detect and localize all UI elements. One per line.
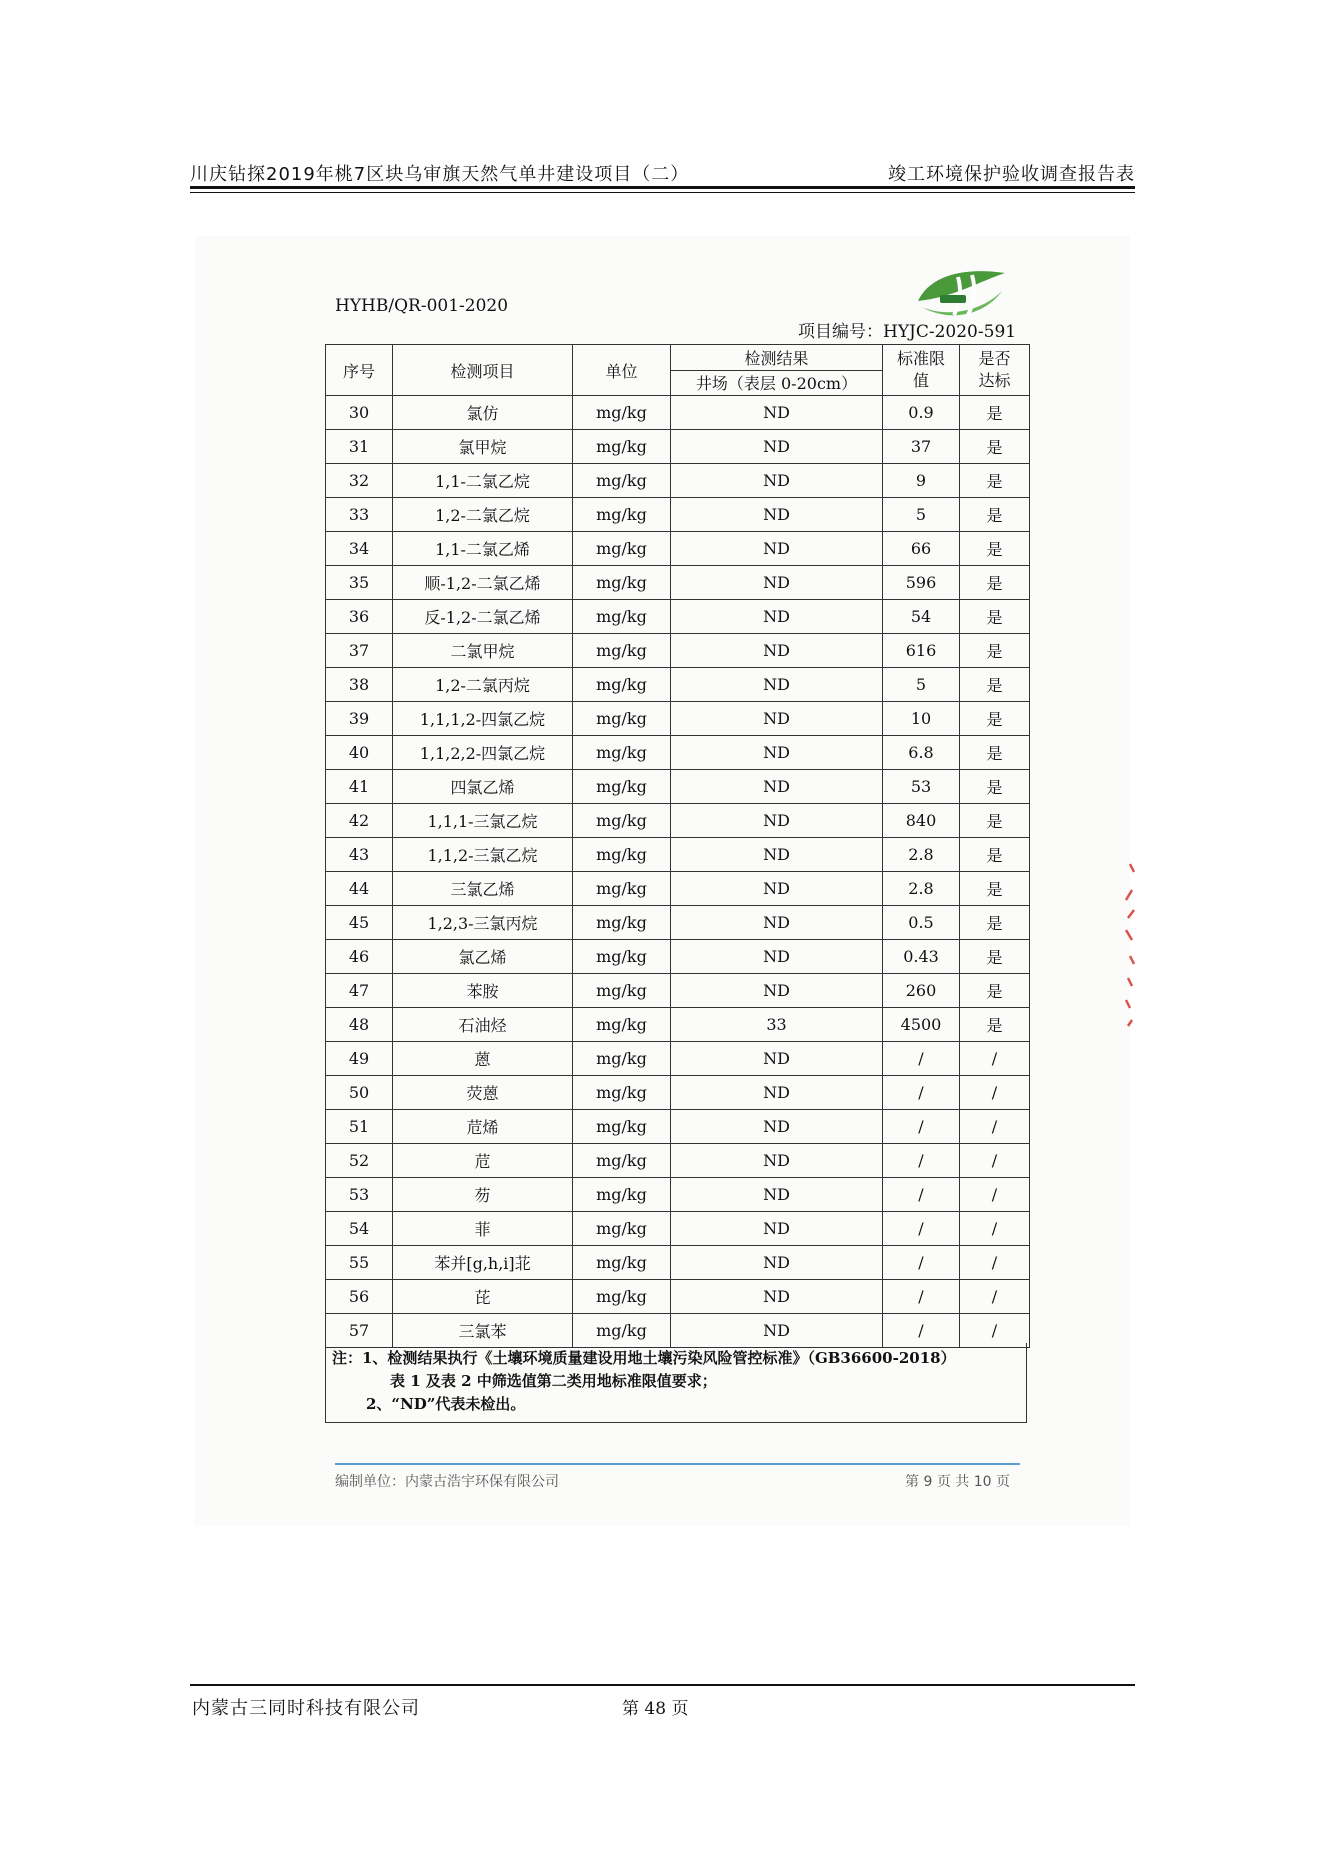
cell-result: ND: [671, 430, 883, 464]
cell-result: ND: [671, 736, 883, 770]
cell-pass: 是: [960, 940, 1030, 974]
cell-item: 1,2-二氯丙烷: [393, 668, 573, 702]
cell-limit: 840: [883, 804, 960, 838]
table-row: [326, 668, 1030, 702]
cell-pass: 是: [960, 770, 1030, 804]
cell-limit: 596: [883, 566, 960, 600]
form-code: HYHB/QR-001-2020: [335, 296, 509, 316]
header-limit: 标准限值: [883, 345, 960, 396]
cell-result: ND: [671, 702, 883, 736]
header-unit: 单位: [573, 345, 671, 396]
cell-unit: mg/kg: [573, 872, 671, 906]
cell-result: ND: [671, 464, 883, 498]
cell-limit: 37: [883, 430, 960, 464]
cell-no: 34: [326, 532, 393, 566]
cell-no: 47: [326, 974, 393, 1008]
cell-no: 40: [326, 736, 393, 770]
cell-limit: /: [883, 1280, 960, 1314]
cell-no: 53: [326, 1178, 393, 1212]
table-row: [326, 736, 1030, 770]
inner-footer-company: 编制单位：内蒙古浩宇环保有限公司: [335, 1474, 559, 1490]
cell-pass: /: [960, 1076, 1030, 1110]
cell-pass: 是: [960, 634, 1030, 668]
table-row: [326, 566, 1030, 600]
cell-no: 42: [326, 804, 393, 838]
cell-pass: 是: [960, 1008, 1030, 1042]
notes-box: [325, 1343, 1027, 1423]
cell-limit: 260: [883, 974, 960, 1008]
cell-result: ND: [671, 906, 883, 940]
header-result-sub: 井场（表层 0-20cm）: [671, 370, 883, 396]
cell-limit: 0.5: [883, 906, 960, 940]
cell-item: 1,1,2-三氯乙烷: [393, 838, 573, 872]
cell-item: 1,2,3-三氯丙烷: [393, 906, 573, 940]
cell-item: 苊: [393, 1144, 573, 1178]
cell-pass: 是: [960, 838, 1030, 872]
cell-no: 57: [326, 1314, 393, 1348]
table-row: [326, 838, 1030, 872]
inner-footer-page: 第 9 页 共 10 页: [905, 1474, 1010, 1490]
cell-limit: 4500: [883, 1008, 960, 1042]
cell-item: 苯胺: [393, 974, 573, 1008]
cell-unit: mg/kg: [573, 1008, 671, 1042]
cell-no: 30: [326, 396, 393, 430]
cell-limit: 5: [883, 668, 960, 702]
cell-pass: 是: [960, 872, 1030, 906]
cell-result: ND: [671, 668, 883, 702]
cell-limit: /: [883, 1314, 960, 1348]
cell-pass: /: [960, 1042, 1030, 1076]
cell-pass: /: [960, 1110, 1030, 1144]
cell-unit: mg/kg: [573, 838, 671, 872]
header-result: 检测结果: [671, 345, 883, 371]
cell-no: 41: [326, 770, 393, 804]
cell-item: 反-1,2-二氯乙烯: [393, 600, 573, 634]
cell-limit: 9: [883, 464, 960, 498]
cell-pass: 是: [960, 396, 1030, 430]
table-row: [326, 1008, 1030, 1042]
table-row: [326, 532, 1030, 566]
cell-pass: 是: [960, 464, 1030, 498]
header-pass: 是否达标: [960, 345, 1030, 396]
cell-unit: mg/kg: [573, 600, 671, 634]
cell-no: 45: [326, 906, 393, 940]
cell-limit: 66: [883, 532, 960, 566]
cell-no: 44: [326, 872, 393, 906]
cell-no: 33: [326, 498, 393, 532]
cell-pass: /: [960, 1314, 1030, 1348]
cell-unit: mg/kg: [573, 1246, 671, 1280]
cell-unit: mg/kg: [573, 702, 671, 736]
cell-item: 四氯乙烯: [393, 770, 573, 804]
cell-no: 38: [326, 668, 393, 702]
cell-result: ND: [671, 1246, 883, 1280]
table-row: [326, 430, 1030, 464]
cell-result: ND: [671, 838, 883, 872]
cell-item: 荧蒽: [393, 1076, 573, 1110]
header-no: 序号: [326, 345, 393, 396]
cell-unit: mg/kg: [573, 1280, 671, 1314]
cell-item: 二氯甲烷: [393, 634, 573, 668]
cell-item: 石油烃: [393, 1008, 573, 1042]
cell-no: 31: [326, 430, 393, 464]
cell-pass: 是: [960, 532, 1030, 566]
cell-result: ND: [671, 1178, 883, 1212]
cell-no: 49: [326, 1042, 393, 1076]
header-item: 检测项目: [393, 345, 573, 396]
cell-item: 苊烯: [393, 1110, 573, 1144]
cell-item: 氯仿: [393, 396, 573, 430]
table-row: [326, 1144, 1030, 1178]
cell-result: ND: [671, 804, 883, 838]
cell-item: 氯甲烷: [393, 430, 573, 464]
cell-result: ND: [671, 872, 883, 906]
cell-unit: mg/kg: [573, 396, 671, 430]
cell-result: ND: [671, 498, 883, 532]
cell-pass: 是: [960, 498, 1030, 532]
cell-limit: /: [883, 1076, 960, 1110]
cell-no: 52: [326, 1144, 393, 1178]
cell-no: 36: [326, 600, 393, 634]
company-logo-icon: [910, 263, 1010, 323]
table-row: [326, 1110, 1030, 1144]
cell-no: 46: [326, 940, 393, 974]
table-row: [326, 1178, 1030, 1212]
cell-result: ND: [671, 1076, 883, 1110]
cell-pass: 是: [960, 430, 1030, 464]
table-row: [326, 1042, 1030, 1076]
cell-unit: mg/kg: [573, 430, 671, 464]
project-number: 项目编号：HYJC-2020-591: [798, 322, 1017, 342]
cell-result: ND: [671, 1110, 883, 1144]
table-row: [326, 1076, 1030, 1110]
cell-no: 32: [326, 464, 393, 498]
cell-unit: mg/kg: [573, 1178, 671, 1212]
cell-no: 54: [326, 1212, 393, 1246]
cell-item: 芘: [393, 1280, 573, 1314]
cell-limit: /: [883, 1246, 960, 1280]
cell-limit: /: [883, 1110, 960, 1144]
cell-unit: mg/kg: [573, 464, 671, 498]
soil-test-results-table: [325, 344, 1030, 1348]
cell-unit: mg/kg: [573, 974, 671, 1008]
cell-no: 37: [326, 634, 393, 668]
cell-limit: 0.9: [883, 396, 960, 430]
table-body: [326, 396, 1030, 1348]
cell-item: 三氯乙烯: [393, 872, 573, 906]
cell-no: 43: [326, 838, 393, 872]
cell-unit: mg/kg: [573, 1110, 671, 1144]
cell-pass: 是: [960, 736, 1030, 770]
cell-no: 39: [326, 702, 393, 736]
cell-limit: /: [883, 1042, 960, 1076]
cell-item: 蒽: [393, 1042, 573, 1076]
cell-pass: 是: [960, 668, 1030, 702]
cell-result: ND: [671, 1314, 883, 1348]
cell-pass: 是: [960, 906, 1030, 940]
cell-result: ND: [671, 566, 883, 600]
table-row: [326, 1280, 1030, 1314]
cell-limit: 53: [883, 770, 960, 804]
page-footer: [190, 1684, 1135, 1719]
cell-unit: mg/kg: [573, 736, 671, 770]
cell-pass: /: [960, 1246, 1030, 1280]
cell-pass: /: [960, 1280, 1030, 1314]
page-header-report-type: 竣工环境保护验收调查报告表: [888, 164, 1135, 185]
cell-result: ND: [671, 1144, 883, 1178]
cell-no: 56: [326, 1280, 393, 1314]
note-line-3: 2、“ND”代表未检出。: [366, 1395, 526, 1413]
cell-unit: mg/kg: [573, 566, 671, 600]
table-row: [326, 702, 1030, 736]
table-row: [326, 906, 1030, 940]
page-header-project-title: 川庆钻探2019年桃7区块乌审旗天然气单井建设项目（二）: [190, 164, 690, 185]
note-line-1: 注：1、检测结果执行《土壤环境质量建设用地土壤污染风险管控标准》（GB36600-2018）: [332, 1349, 956, 1367]
table-row: [326, 634, 1030, 668]
table-row: [326, 974, 1030, 1008]
cell-limit: 2.8: [883, 872, 960, 906]
cell-pass: /: [960, 1144, 1030, 1178]
table-row: [326, 1246, 1030, 1280]
cell-item: 菲: [393, 1212, 573, 1246]
inner-report-footer: [335, 1463, 1020, 1489]
cell-pass: 是: [960, 600, 1030, 634]
table-row: [326, 464, 1030, 498]
cell-result: ND: [671, 1212, 883, 1246]
cell-unit: mg/kg: [573, 1314, 671, 1348]
cell-item: 1,1-二氯乙烯: [393, 532, 573, 566]
cell-limit: 616: [883, 634, 960, 668]
cell-unit: mg/kg: [573, 1042, 671, 1076]
cell-unit: mg/kg: [573, 1212, 671, 1246]
table-row: [326, 770, 1030, 804]
table-row: [326, 396, 1030, 430]
cell-limit: /: [883, 1178, 960, 1212]
table-row: [326, 940, 1030, 974]
cell-no: 51: [326, 1110, 393, 1144]
cell-limit: 0.43: [883, 940, 960, 974]
cell-no: 48: [326, 1008, 393, 1042]
cell-item: 1,2-二氯乙烷: [393, 498, 573, 532]
cell-item: 苯并[g,h,i]苝: [393, 1246, 573, 1280]
red-seal-edge-icon: [1120, 860, 1138, 1030]
cell-item: 顺-1,2-二氯乙烯: [393, 566, 573, 600]
table-row: [326, 498, 1030, 532]
cell-result: ND: [671, 532, 883, 566]
cell-limit: 5: [883, 498, 960, 532]
cell-item: 芴: [393, 1178, 573, 1212]
cell-unit: mg/kg: [573, 1144, 671, 1178]
page-footer-page-number: 第 48 页: [622, 1699, 689, 1719]
cell-pass: /: [960, 1178, 1030, 1212]
cell-no: 55: [326, 1246, 393, 1280]
table-row: [326, 1212, 1030, 1246]
cell-result: ND: [671, 396, 883, 430]
cell-unit: mg/kg: [573, 668, 671, 702]
cell-item: 氯乙烯: [393, 940, 573, 974]
cell-pass: 是: [960, 566, 1030, 600]
cell-pass: /: [960, 1212, 1030, 1246]
cell-unit: mg/kg: [573, 804, 671, 838]
cell-unit: mg/kg: [573, 940, 671, 974]
cell-pass: 是: [960, 974, 1030, 1008]
cell-limit: 2.8: [883, 838, 960, 872]
cell-pass: 是: [960, 804, 1030, 838]
cell-item: 1,1,1-三氯乙烷: [393, 804, 573, 838]
cell-pass: 是: [960, 702, 1030, 736]
table-row: [326, 804, 1030, 838]
cell-result: ND: [671, 634, 883, 668]
cell-unit: mg/kg: [573, 498, 671, 532]
note-line-2: 表 1 及表 2 中筛选值第二类用地标准限值要求；: [390, 1372, 717, 1390]
cell-limit: /: [883, 1212, 960, 1246]
cell-unit: mg/kg: [573, 532, 671, 566]
cell-result: ND: [671, 600, 883, 634]
page-footer-company: 内蒙古三同时科技有限公司: [192, 1698, 420, 1719]
cell-unit: mg/kg: [573, 770, 671, 804]
cell-result: ND: [671, 1042, 883, 1076]
cell-limit: 10: [883, 702, 960, 736]
cell-unit: mg/kg: [573, 1076, 671, 1110]
cell-no: 35: [326, 566, 393, 600]
cell-result: ND: [671, 940, 883, 974]
cell-limit: /: [883, 1144, 960, 1178]
cell-item: 1,1,1,2-四氯乙烷: [393, 702, 573, 736]
cell-result: ND: [671, 974, 883, 1008]
cell-result: ND: [671, 1280, 883, 1314]
cell-item: 三氯苯: [393, 1314, 573, 1348]
cell-result: 33: [671, 1008, 883, 1042]
cell-unit: mg/kg: [573, 906, 671, 940]
table-row: [326, 872, 1030, 906]
table-row: [326, 600, 1030, 634]
page-header: [190, 160, 1135, 189]
cell-result: ND: [671, 770, 883, 804]
cell-no: 50: [326, 1076, 393, 1110]
cell-limit: 54: [883, 600, 960, 634]
cell-limit: 6.8: [883, 736, 960, 770]
cell-item: 1,1,2,2-四氯乙烷: [393, 736, 573, 770]
cell-item: 1,1-二氯乙烷: [393, 464, 573, 498]
cell-unit: mg/kg: [573, 634, 671, 668]
